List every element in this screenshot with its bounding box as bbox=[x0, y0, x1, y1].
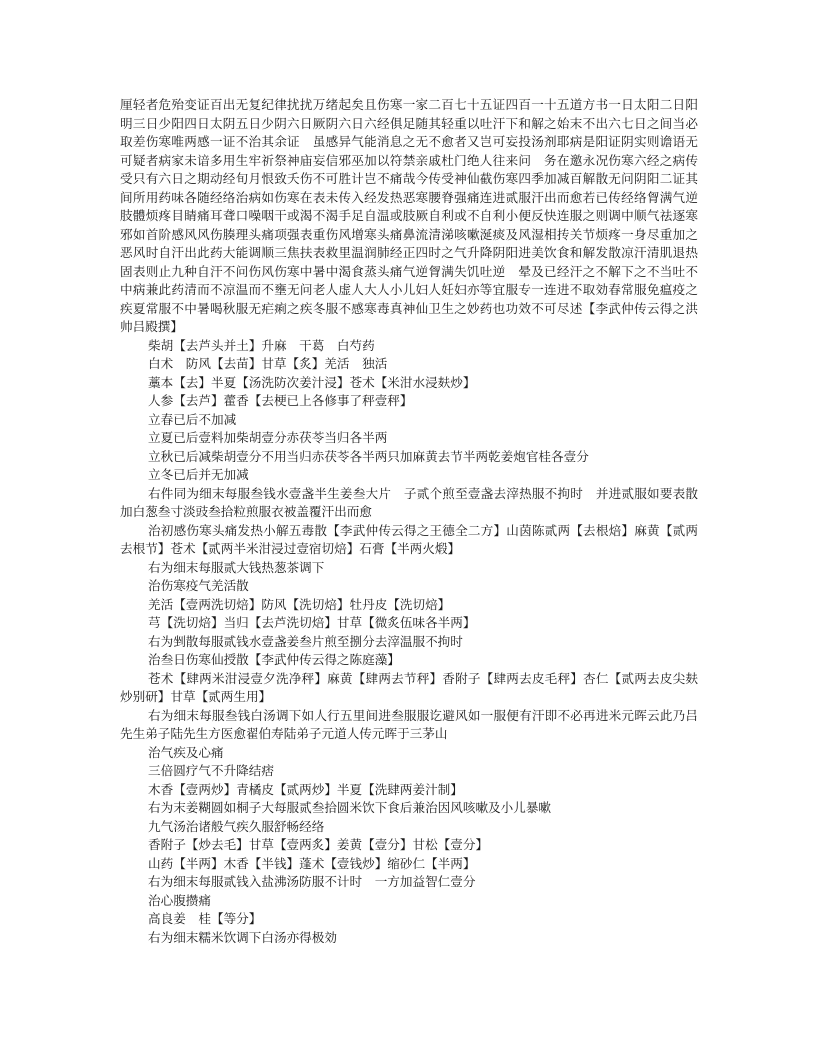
recipe-lines bbox=[120, 337, 698, 948]
document-page bbox=[120, 96, 698, 947]
text-line: 右件同为细末每服叁钱水壹盏半生姜叁大片 子贰个煎至壹盏去滓热服不拘时 并进贰服如要表散加白葱叁寸淡豉叁拾粒煎服衣被盖覆汗出而愈 bbox=[120, 485, 698, 519]
text-line: 香附子【炒去毛】甘草【壹两炙】姜黄【壹分】甘松【壹分】 bbox=[148, 837, 489, 852]
text-line: 山药【半两】木香【半钱】蓬术【壹钱炒】缩砂仁【半两】 bbox=[148, 855, 476, 871]
text-line: 立春已后不加减 bbox=[148, 411, 237, 427]
text-line: 九气汤治诸般气疾久服舒畅经络 bbox=[148, 818, 325, 834]
text-line: 苍术【肆两米泔浸壹夕洗净秤】麻黄【肆两去节秤】香附子【肆两去皮毛秤】杏仁【贰两去皮尖麸炒别研】甘草【贰两生用】 bbox=[120, 670, 698, 704]
text-line: 芎【洗切焙】当归【去芦洗切焙】甘草【微炙伍味各半两】 bbox=[148, 615, 476, 630]
text-line: 右为细末每服贰大钱热葱茶调下 bbox=[148, 559, 325, 575]
text-line: 右为细末糯米饮调下白汤亦得极効 bbox=[148, 929, 337, 945]
text-line: 木香【壹两炒】青橘皮【贰两炒】半夏【洗肆两姜汁制】 bbox=[148, 781, 463, 797]
text-line: 治气疾及心痛 bbox=[148, 744, 224, 760]
text-line: 右为细末每服叁钱白汤调下如人行五里间进叁服服讫避风如一服便有汗即不必再进米元晖云此乃吕先生弟子陆先生方医愈翟伯寿陆弟子元道人传元晖于三茅山 bbox=[120, 707, 698, 741]
text-line: 白术 防风【去苗】甘草【炙】羌活 独活 bbox=[148, 356, 388, 371]
intro-paragraph: 厘轻者危殆变证百出无复纪律扰扰万绪起矣且伤寒一家二百七十五证四百一十五道方书一日太阳二日阳明三日少阳四日太阴五日少阴六日厥阴六日六经俱足随其轻重以吐汗下和解之始末不出六七日之间当必取差伤寒唯两感一证不治其余证 虽感异气能消息之无不愈者又岂可妄投汤剂耶病是阳证阴实则谵语无可疑者病家未谙多用生牢祈祭神庙妄信邪巫加以符禁亲戚杜门绝人往来问 务在邀永况伤寒六经之病传受只有六日之期动经旬月恨致夭伤不可胜计岂不痛哉今传受神仙截伤寒四季加减百解散无问阴阳二证其间所用药味各随经络治病如伤寒在表未传入经发热恶寒腰脊强痛连进贰服汗出而愈若已传经络胷满气逆肢體烦疼目睛痛耳聋口噪咽干或渴不渴手足自温或肢厥自利或不自利小便反快连服之则调中顺气祛逐寒邪如首阶感风风伤腠理头痛项强表重伤风增寒头痛鼻流清涕咳嗽涎痰及风湿相抟关节烦疼一身尽重加之恶风时自汗出此药大能调顺三焦扶表救里温润肺经正四时之气升降阴阳进美饮食和解发散凉汗清肌退热固表则止九种自汗不问伤风伤寒中暑中渴食蒸头痛气逆胷满失饥吐逆 晕及已经汗之不解下之不当吐不中病兼此药清而不凉温而不壅无问老人虚人大人小儿妇人妊妇亦等宜服专一连进不取効春常服免瘟疫之疾夏常服不中暑喝秋服无疟痢之疾冬服不感寒毒真神仙卫生之妙药也功效不可尽述【李武仲传云得之洪帅吕殿撰】 bbox=[120, 97, 698, 334]
text-line: 立夏已后壹料加柴胡壹分赤茯苓当归各半两 bbox=[148, 430, 388, 445]
text-line: 立冬已后并无加减 bbox=[148, 467, 249, 482]
text-line: 右为细末每服贰钱入盐沸汤防服不计时 一方加益智仁壹分 bbox=[148, 874, 476, 889]
text-line: 羌活【壹两洗切焙】防风【洗切焙】牡丹皮【洗切焙】 bbox=[148, 596, 451, 612]
text-line: 高良姜 桂【等分】 bbox=[148, 911, 262, 926]
text-line: 治心腹攒痛 bbox=[148, 892, 211, 908]
text-line: 治伤寒疫气羌活散 bbox=[148, 578, 249, 593]
text-line: 立秋已后减柴胡壹分不用当归赤茯苓各半两只加麻黄去节半两乾姜炮官桂各壹分 bbox=[148, 448, 589, 464]
text-line: 三倍圆疗气不升降结痞 bbox=[148, 763, 274, 778]
text-line: 右为末姜糊圆如桐子大每服贰叁拾圆米饮下食后兼治因风咳嗽及小儿暴嗽 bbox=[148, 800, 551, 815]
text-line: 治初感伤寒头痛发热小解五毒散【李武仲传云得之王德全二方】山茵陈贰两【去根焙】麻黄【贰两去根节】苍术【贰两半米泔浸过壹宿切焙】石膏【半两火煅】 bbox=[120, 522, 698, 556]
text-line: 柴胡【去芦头并土】升麻 干葛 白芍药 bbox=[148, 337, 375, 353]
text-line: 藁本【去】半夏【汤洗防次姜汁浸】苍术【米泔水浸麸炒】 bbox=[148, 374, 476, 390]
text-line: 治叁日伤寒仙授散【李武仲传云得之陈庭藻】 bbox=[148, 652, 400, 667]
text-line: 右为剉散每服贰钱水壹盏姜叁片煎至捌分去滓温服不拘时 bbox=[148, 633, 463, 649]
text-line: 人参【去芦】藿香【去梗已上各修事了秤壹秤】 bbox=[148, 393, 413, 408]
